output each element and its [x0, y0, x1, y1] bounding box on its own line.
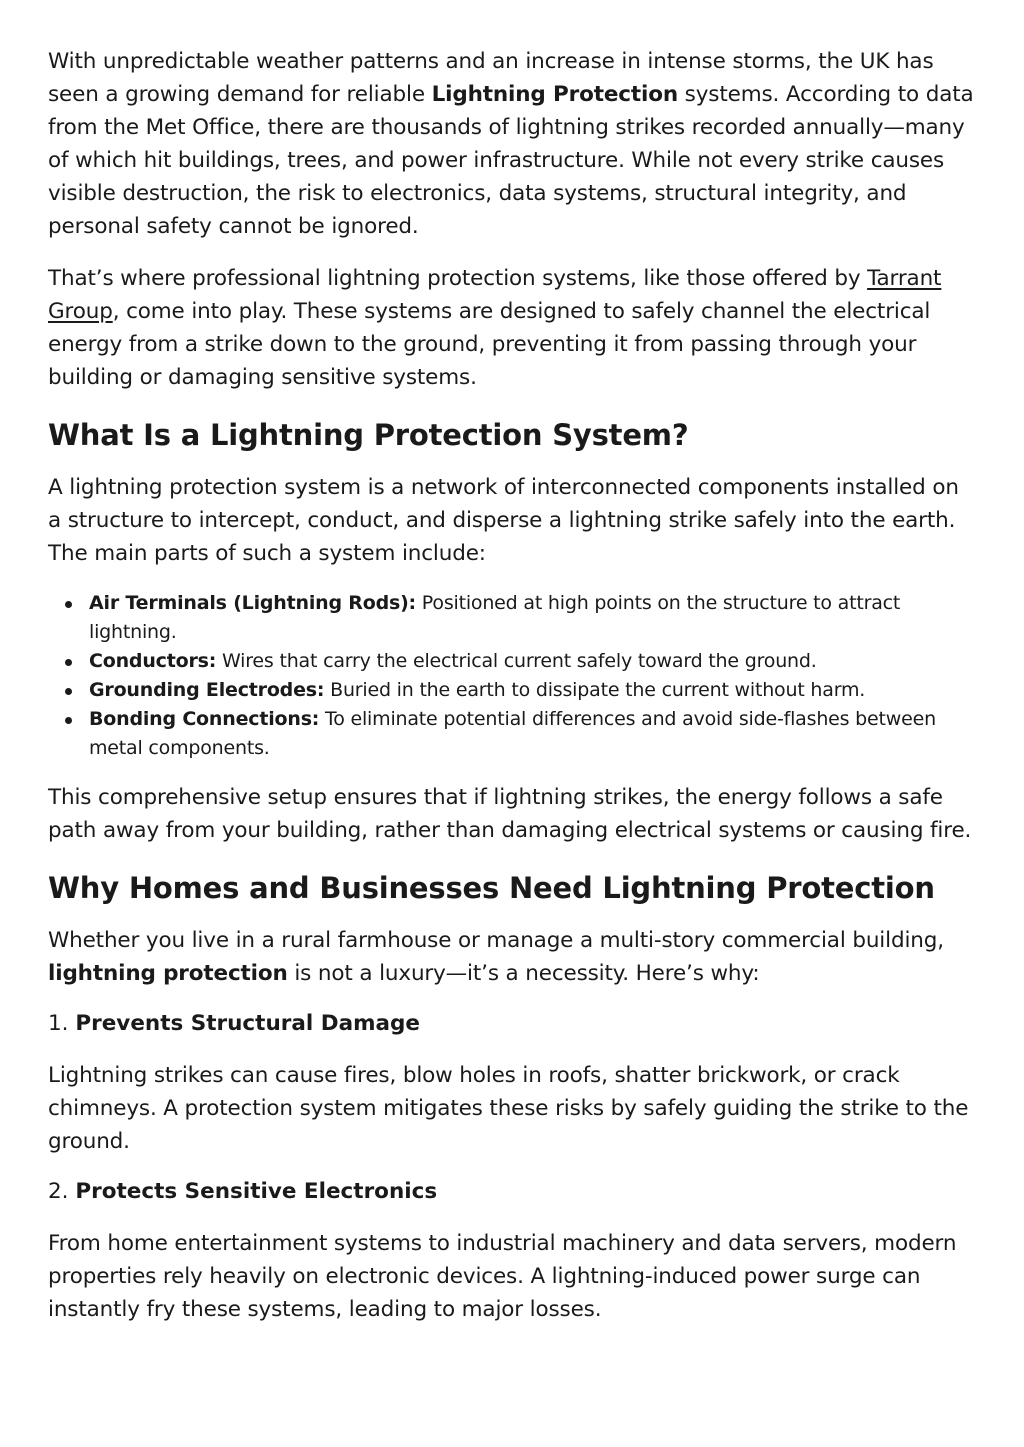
list-item [89, 647, 976, 676]
list-item [89, 705, 976, 763]
list-item-description: Positioned at high points on the structure to attract lightning. [89, 592, 901, 643]
components-list [48, 589, 976, 763]
subheading-2-paragraph: From home entertainment systems to industrial machinery and data servers, modern properties rely heavily on electronic devices. A lightning-induced power surge can instantly fry these systems, leading to major losses. [48, 1231, 957, 1322]
list-item-description: Wires that carry the electrical current safely toward the ground. [216, 650, 817, 672]
subheading-1 [48, 1009, 976, 1039]
subheading-2-number: 2. [48, 1179, 76, 1204]
list-item-term: Grounding Electrodes: [89, 679, 325, 701]
subheading-1-paragraph: Lightning strikes can cause fires, blow holes in roofs, shatter brickwork, or crack chimneys. A protection system mitigates these risks by safely guiding the strike to the ground. [48, 1063, 969, 1154]
intro-paragraph-1 [48, 45, 976, 243]
section-1-heading: What Is a Lightning Protection System? [48, 418, 689, 452]
section-2-paragraph-1 [48, 924, 976, 990]
intro-p2-text-start: That’s where professional lightning protection systems, like those offered by [48, 266, 868, 291]
section-2-p1-text-start: Whether you live in a rural farmhouse or manage a multi-story commercial building, [48, 928, 944, 953]
subheading-2-title: Protects Sensitive Electronics [75, 1179, 438, 1204]
subheading-2 [48, 1177, 976, 1207]
section-2-p1-text-end: is not a luxury—it’s a necessity. Here’s why: [287, 961, 760, 986]
list-item [89, 676, 976, 705]
list-item-term: Bonding Connections: [89, 708, 320, 730]
list-item-term: Air Terminals (Lightning Rods): [89, 592, 416, 614]
subheading-1-title: Prevents Structural Damage [75, 1011, 420, 1036]
intro-paragraph-2 [48, 262, 976, 394]
section-2-p1-bold-keyword: lightning protection [48, 961, 288, 986]
list-item-description: To eliminate potential differences and avoid side-flashes between metal components. [89, 708, 936, 759]
intro-p1-text-start: With unpredictable weather patterns and an increase in intense storms, the UK has seen a growing demand for reliable [48, 49, 934, 107]
list-item [89, 589, 976, 647]
intro-p1-text-end: systems. According to data from the Met Office, there are thousands of lightning strikes recorded annually—many of which hit buildings, trees, and power infrastructure. While not every strike causes visible destruction, the risk to electronics, data systems, structural integrity, and personal safety cannot be ignored. [48, 82, 974, 239]
section-1-paragraph-2: This comprehensive setup ensures that if lightning strikes, the energy follows a safe path away from your building, rather than damaging electrical systems or causing fire. [48, 785, 972, 843]
list-item-term: Conductors: [89, 650, 217, 672]
intro-p1-bold-keyword: Lightning Protection [431, 82, 678, 107]
section-1-paragraph-1: A lightning protection system is a network of interconnected components installed on a structure to intercept, conduct, and disperse a lightning strike safely into the earth. The main parts of such a system include: [48, 475, 959, 566]
subheading-1-number: 1. [48, 1011, 76, 1036]
intro-p2-text-end: , come into play. These systems are designed to safely channel the electrical energy from a strike down to the ground, preventing it from passing through your building or damaging sensitive systems. [48, 299, 931, 390]
list-item-description: Buried in the earth to dissipate the current without harm. [324, 679, 866, 701]
section-2-heading: Why Homes and Businesses Need Lightning Protection [48, 871, 935, 905]
tarrant-group-link[interactable]: Tarrant Group [48, 266, 942, 324]
